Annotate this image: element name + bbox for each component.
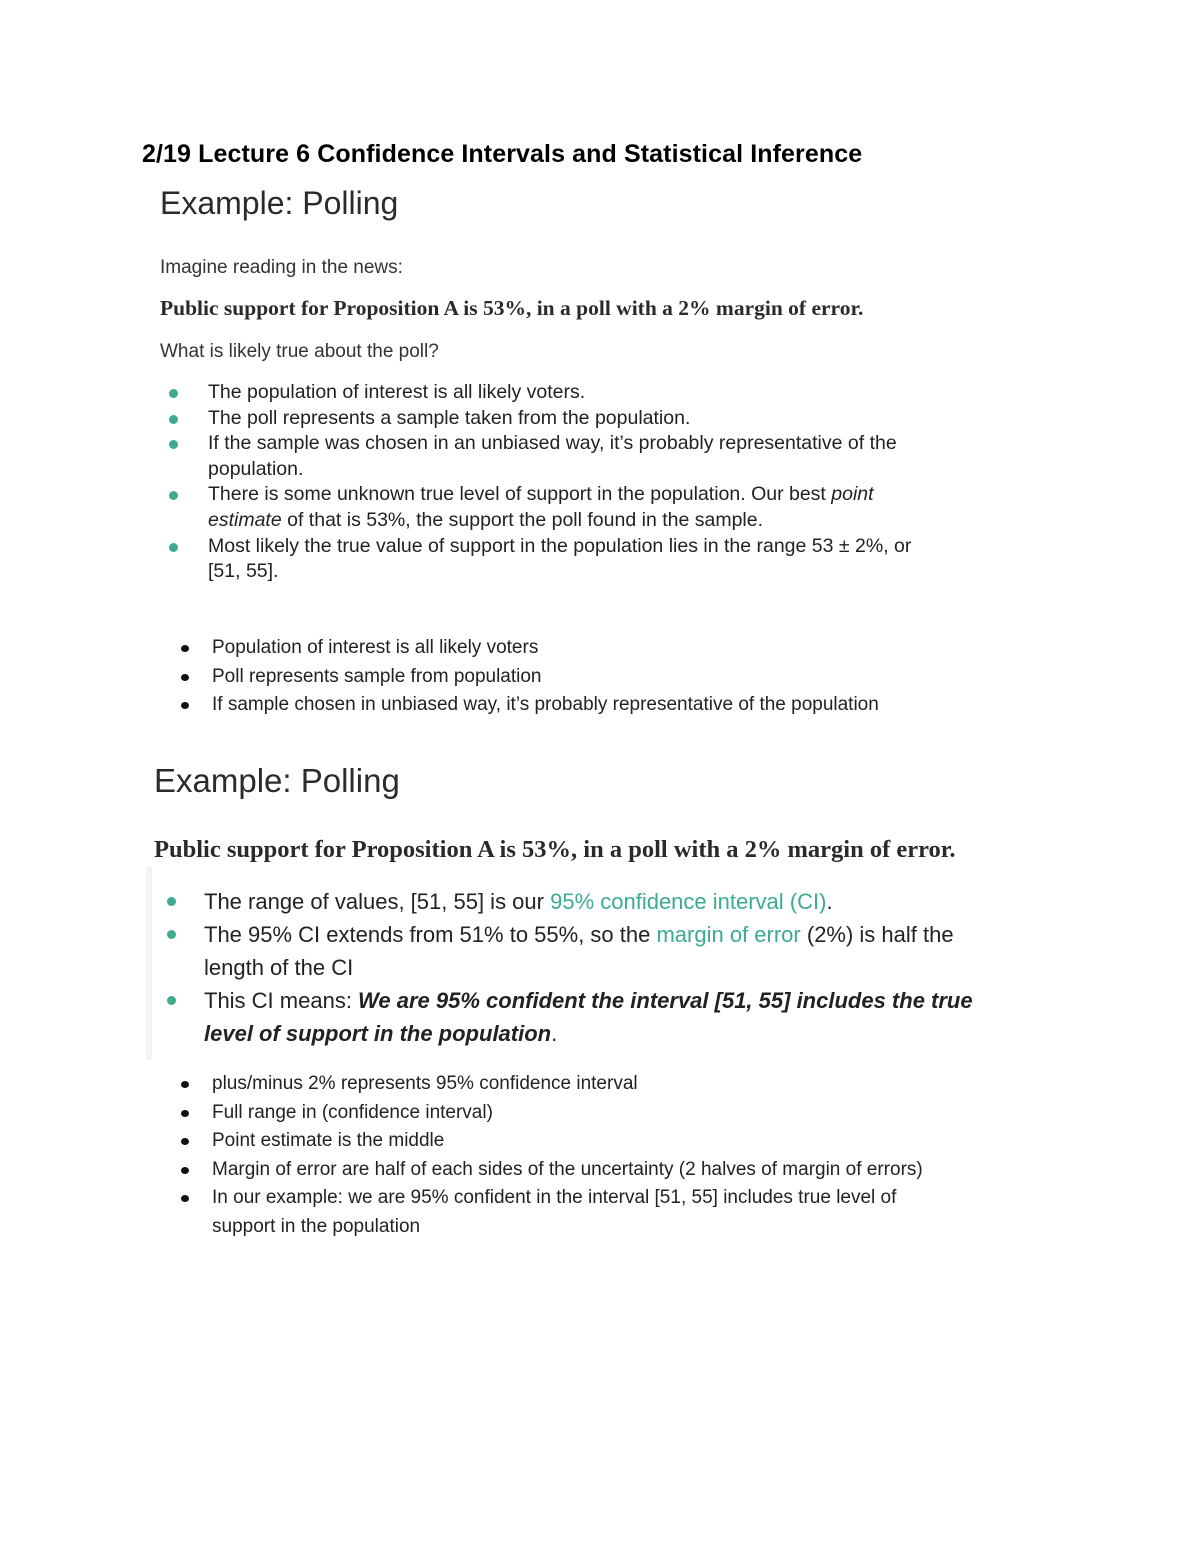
document-title: 2/19 Lecture 6 Confidence Intervals and Statistical Inference [142, 140, 863, 168]
slide-1-intro: Imagine reading in the news: [160, 257, 403, 278]
note-text-continued: support in the population [212, 1215, 421, 1237]
bullet-text: (2%) is half the [800, 922, 954, 947]
bullet-text-continued: length of the CI [204, 955, 354, 980]
bullet-emphasis: point [831, 483, 874, 506]
note-text: Poll represents sample from population [212, 665, 542, 687]
note-text: Point estimate is the middle [212, 1130, 445, 1151]
list-item [156, 984, 1056, 1050]
slide-1-bullet-list [160, 380, 1040, 585]
bullet-text: The range of values, [51, 55] is our [204, 889, 551, 914]
list-item [156, 885, 1056, 918]
bullet-emphasis: We are 95% confident the interval [51, 55] includes the true [358, 988, 973, 1013]
note-text: plus/minus 2% represents 95% confidence interval [212, 1073, 638, 1094]
note-text: In our example: we are 95% confident in the interval [51, 55] includes true level of [212, 1187, 897, 1208]
slide-2-heading: Example: Polling [154, 762, 400, 799]
bullet-icon [181, 702, 189, 709]
list-item [178, 691, 1078, 720]
slide-1-headline: Public support for Proposition A is 53%, in a poll with a 2% margin of error. [160, 296, 864, 320]
list-item [178, 634, 1078, 663]
list-item [160, 406, 1040, 432]
bullet-text: The poll represents a sample taken from the population. [208, 406, 691, 429]
bullet-text: The 95% CI extends from 51% to 55%, so the [204, 922, 657, 947]
bullet-dot-icon [169, 491, 178, 500]
bullet-emphasis: level of support in the population [204, 1021, 552, 1046]
list-item [178, 663, 1078, 692]
bullet-text-continued: [51, 55]. [208, 560, 279, 583]
bullet-text: . [826, 889, 833, 914]
list-item [160, 482, 1040, 533]
bullet-text: Most likely the true value of support in the population lies in the range 53 ± 2%, or [208, 534, 912, 557]
slide-2-bullet-list [156, 885, 1056, 1050]
bullet-dot-icon [169, 543, 178, 552]
bullet-dot-icon [167, 930, 176, 939]
slide-edge-shade [146, 866, 152, 1060]
bullet-icon [181, 1195, 189, 1202]
bullet-icon [181, 1138, 189, 1145]
bullet-icon [181, 1167, 189, 1174]
highlight-term: margin of error [656, 922, 801, 947]
bullet-text: There is some unknown true level of support in the population. Our best [208, 483, 832, 506]
note-text: Population of interest is all likely voters [212, 637, 539, 658]
bullet-text: . [551, 1021, 558, 1046]
note-text: Full range in (confidence interval) [212, 1101, 493, 1123]
bullet-dot-icon [169, 415, 178, 424]
bullet-dot-icon [169, 440, 178, 449]
bullet-emphasis: estimate [208, 508, 282, 531]
bullet-icon [181, 645, 189, 652]
note-text: Margin of error are half of each sides of the uncertainty (2 halves of margin of errors) [212, 1158, 923, 1180]
slide-2-headline: Public support for Proposition A is 53%, in a poll with a 2% margin of error. [154, 836, 956, 863]
slide-1-heading: Example: Polling [160, 185, 399, 221]
bullet-text-continued: of that is 53%, the support the poll found in the sample. [281, 508, 764, 531]
bullet-text: This CI means: [204, 988, 359, 1013]
list-item [178, 1127, 1078, 1156]
bullet-icon [181, 1081, 189, 1088]
bullet-text: The population of interest is all likely voters. [208, 381, 586, 403]
bullet-icon [181, 1110, 189, 1117]
list-item [178, 1156, 1078, 1185]
bullet-icon [181, 674, 189, 681]
list-item [178, 1070, 1078, 1099]
list-item [178, 1099, 1078, 1128]
highlight-term: 95% confidence interval (CI) [550, 889, 827, 914]
list-item [160, 431, 1040, 482]
list-item [156, 918, 1056, 984]
bullet-dot-icon [167, 996, 176, 1005]
note-text: If sample chosen in unbiased way, it’s probably representative of the population [212, 694, 879, 715]
bullet-dot-icon [169, 389, 178, 398]
list-item [178, 1184, 1078, 1241]
bullet-dot-icon [167, 897, 176, 906]
list-item [160, 534, 1040, 585]
notes-list-1 [178, 634, 1078, 720]
bullet-text-continued: population. [208, 457, 304, 480]
list-item [160, 380, 1040, 406]
bullet-text: If the sample was chosen in an unbiased way, it’s probably representative of the [208, 432, 897, 455]
slide-1-question: What is likely true about the poll? [160, 341, 439, 362]
notes-list-2 [178, 1070, 1078, 1241]
